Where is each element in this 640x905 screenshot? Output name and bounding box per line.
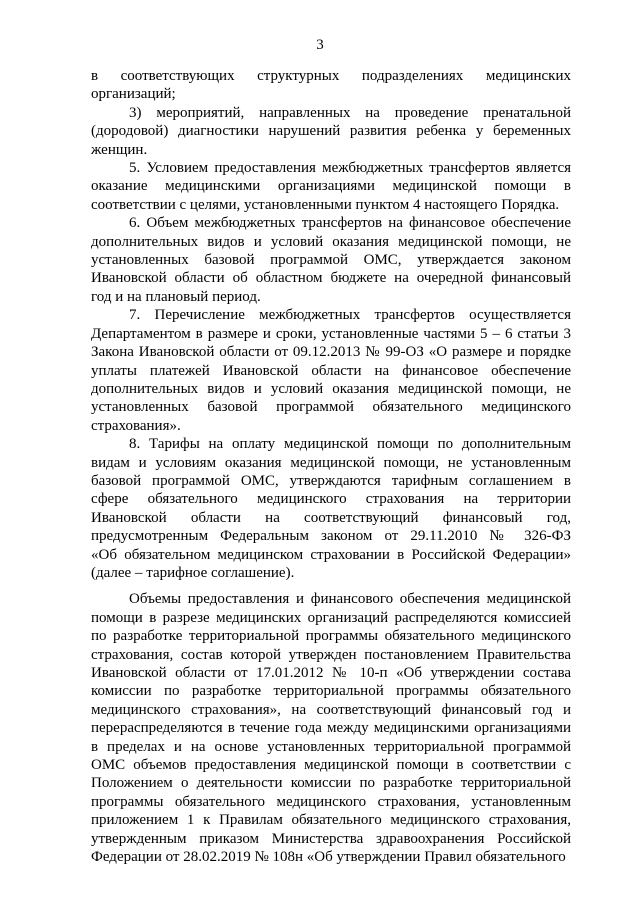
page-number: 3 xyxy=(316,37,324,53)
text-line: Положением о деятельности комиссии по разработке территориальной xyxy=(91,775,571,792)
paragraph xyxy=(91,306,571,435)
text-line: оказание медицинскими организациями медицинской помощи в xyxy=(91,178,571,195)
text-line: Федерации от 28.02.2019 № 108н «Об утверждении Правил обязательного xyxy=(91,849,566,866)
text-line: базовой программой ОМС, утверждаются тарифным соглашением в xyxy=(91,472,571,489)
text-line: 7. Перечисление межбюджетных трансфертов осуществляется xyxy=(129,307,571,324)
text-line: год и на плановый период. xyxy=(91,288,261,305)
text-line: (далее – тарифное соглашение). xyxy=(91,564,295,581)
text-line: приложением 1 к Правилам обязательного медицинского страхования, xyxy=(91,812,571,829)
text-line: страхования». xyxy=(91,417,181,434)
text-line: утвержденным приказом Министерства здравоохранения Российской xyxy=(91,830,571,847)
text-line: дополнительных видов и условий оказания медицинской помощи, не xyxy=(91,233,571,250)
text-line: медицинского страхования», на соответствующий финансовый год и xyxy=(91,701,571,718)
paragraph xyxy=(91,214,571,306)
text-line: Объемы предоставления и финансового обеспечения медицинской xyxy=(129,591,571,608)
text-line: страхования, состав которой утвержден постановлением Правительства xyxy=(91,646,571,663)
text-line: по разработке территориальной программы обязательного медицинского xyxy=(91,628,571,645)
text-line: программы обязательного медицинского страхования, установленным xyxy=(91,793,571,810)
text-line: соответствии с целями, установленными пунктом 4 настоящего Порядка. xyxy=(91,196,560,213)
text-line: организаций; xyxy=(91,86,176,103)
text-line: установленных базовой программой ОМС, утверждается законом xyxy=(91,252,571,269)
text-line: Ивановской области от 17.01.2012 № 10-п «Об утверждении состава xyxy=(91,665,571,681)
paragraph xyxy=(91,159,571,214)
text-line: Закона Ивановской области от 09.12.2013 № 99-ОЗ «О размере и порядке xyxy=(91,344,571,361)
text-line: «Об обязательном медицинском страховании в Российской Федерации» xyxy=(91,546,571,563)
text-line: помощи в разрезе медицинских организаций распределяются комиссией xyxy=(91,609,571,626)
text-line: (дородовой) диагностики нарушений развития ребенка у беременных xyxy=(91,123,571,140)
text-line: уплаты платежей Ивановской области на финансовое обеспечение xyxy=(91,362,571,379)
document-body xyxy=(91,67,571,866)
text-line: женщин. xyxy=(91,141,148,158)
text-line: 8. Тарифы на оплату медицинской помощи по дополнительным xyxy=(129,436,571,453)
text-line: 5. Условием предоставления межбюджетных трансфертов является xyxy=(129,160,571,177)
paragraph xyxy=(91,590,571,866)
text-line: в пределах и на основе установленных территориальной программой xyxy=(91,738,571,755)
text-line: видам и условиям оказания медицинской помощи, не установленным xyxy=(91,454,571,471)
text-line: перераспределяются в течение года между медицинскими организациями xyxy=(91,720,571,737)
text-line: Ивановской области об областном бюджете на очередной финансовый xyxy=(91,270,571,287)
text-line: Ивановской области на соответствующий финансовый год, xyxy=(91,509,571,526)
paragraph xyxy=(91,67,571,104)
text-line: комиссии по разработке территориальной программы обязательного xyxy=(91,683,571,700)
text-line: 6. Объем межбюджетных трансфертов на финансовое обеспечение xyxy=(129,215,571,232)
text-line: ОМС объемов предоставления медицинской помощи в соответствии с xyxy=(91,757,571,774)
text-line: Департаментом в размере и сроки, установленные частями 5 – 6 статьи 3 xyxy=(91,325,571,342)
paragraph xyxy=(91,435,571,582)
text-line: дополнительных видов и условий оказания медицинской помощи, не xyxy=(91,380,571,397)
text-line: сфере обязательного медицинского страхования на территории xyxy=(91,491,571,508)
text-line: в соответствующих структурных подразделениях медицинских xyxy=(91,68,571,84)
text-line: 3) мероприятий, направленных на проведение пренатальной xyxy=(129,104,571,121)
text-line: предусмотренным Федеральным законом от 29.11.2010 № 326-ФЗ xyxy=(91,528,571,545)
text-line: установленных базовой программой обязательного медицинского xyxy=(91,399,571,416)
paragraph xyxy=(91,104,571,159)
